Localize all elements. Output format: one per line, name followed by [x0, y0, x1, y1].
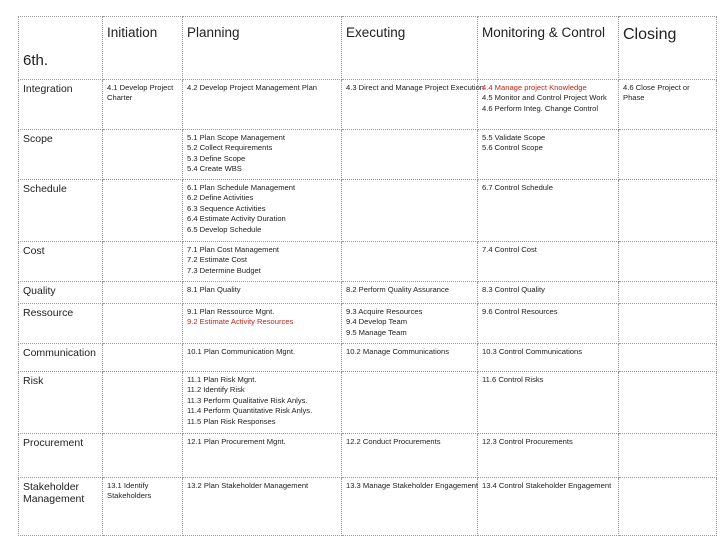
process-cell-monitoring-control — [478, 304, 619, 344]
process-item: 12.3 Control Procurements — [482, 437, 573, 446]
process-item: 10.3 Control Communications — [482, 347, 583, 356]
process-cell-planning — [183, 242, 342, 282]
process-cell-planning — [183, 304, 342, 344]
process-item: 5.5 Validate Scope — [482, 133, 546, 142]
process-cell-initiation — [103, 282, 183, 304]
table-row — [19, 372, 717, 434]
process-cell-executing — [342, 344, 478, 372]
process-cell-initiation — [103, 372, 183, 434]
process-item: 9.6 Control Resources — [482, 307, 558, 316]
process-item: 7.1 Plan Cost Management — [187, 245, 280, 254]
process-matrix-table — [18, 16, 717, 536]
process-cell-executing — [342, 434, 478, 478]
process-item: 7.3 Determine Budget — [187, 265, 261, 275]
process-cell-initiation — [103, 434, 183, 478]
table-row — [19, 180, 717, 242]
process-cell-monitoring-control — [478, 242, 619, 282]
process-item: 13.2 Plan Stakeholder Management — [187, 481, 309, 490]
phase-header-closing: Closing — [619, 17, 717, 80]
table-row — [19, 304, 717, 344]
process-cell-monitoring-control — [478, 434, 619, 478]
process-item: 9.3 Acquire Resources — [346, 307, 423, 316]
process-cell-monitoring-control — [478, 372, 619, 434]
table-row — [19, 242, 717, 282]
process-item: 11.3 Perform Qualitative Risk Anlys. — [187, 395, 308, 405]
process-cell-closing — [619, 130, 717, 180]
process-cell-planning — [183, 372, 342, 434]
process-cell-executing — [342, 372, 478, 434]
process-item: 9.1 Plan Ressource Mgnt. — [187, 307, 275, 316]
process-item: 9.5 Manage Team — [346, 327, 407, 337]
process-item: 5.6 Control Scope — [482, 143, 543, 153]
process-cell-closing — [619, 282, 717, 304]
process-item: 5.1 Plan Scope Management — [187, 133, 285, 142]
table-row — [19, 282, 717, 304]
knowledge-area-label: Risk — [19, 372, 103, 434]
process-cell-executing — [342, 242, 478, 282]
process-cell-initiation — [103, 80, 183, 130]
knowledge-area-label: Stakeholder Management — [19, 478, 103, 536]
process-item: 6.1 Plan Schedule Management — [187, 183, 296, 192]
process-cell-planning — [183, 434, 342, 478]
process-item: 5.2 Collect Requirements — [187, 143, 273, 153]
process-item: 8.2 Perform Quality Assurance — [346, 285, 449, 294]
phase-header-executing: Executing — [342, 17, 478, 80]
process-cell-planning — [183, 130, 342, 180]
process-item: 10.1 Plan Communication Mgnt. — [187, 347, 296, 356]
table-row — [19, 130, 717, 180]
process-item: 10.2 Manage Communications — [346, 347, 449, 356]
process-cell-initiation — [103, 478, 183, 536]
table-row — [19, 344, 717, 372]
table-row — [19, 80, 717, 130]
process-cell-planning — [183, 282, 342, 304]
process-item: 6.4 Estimate Activity Duration — [187, 214, 286, 224]
process-item: 7.4 Control Cost — [482, 245, 537, 254]
knowledge-area-label: Scope — [19, 130, 103, 180]
process-cell-planning — [183, 344, 342, 372]
process-cell-executing — [342, 180, 478, 242]
process-cell-monitoring-control — [478, 130, 619, 180]
process-cell-initiation — [103, 344, 183, 372]
process-cell-closing — [619, 372, 717, 434]
process-cell-closing — [619, 478, 717, 536]
knowledge-area-label: Communication — [19, 344, 103, 372]
process-cell-closing — [619, 434, 717, 478]
table-row — [19, 478, 717, 536]
process-item: 4.5 Monitor and Control Project Work — [482, 93, 607, 103]
process-item: 4.1 Develop Project Charter — [107, 83, 174, 103]
process-cell-closing — [619, 80, 717, 130]
knowledge-area-label: Ressource — [19, 304, 103, 344]
process-item: 6.3 Sequence Activities — [187, 203, 266, 213]
process-item: 5.4 Create WBS — [187, 164, 242, 174]
process-item: 9.2 Estimate Activity Resources — [187, 317, 294, 327]
process-cell-monitoring-control — [478, 344, 619, 372]
phase-header-planning: Planning — [183, 17, 342, 80]
process-item: 11.1 Plan Risk Mgnt. — [187, 375, 257, 384]
process-item: 4.3 Direct and Manage Project Execution — [346, 83, 485, 92]
process-cell-monitoring-control — [478, 180, 619, 242]
table-row — [19, 434, 717, 478]
process-item: 8.1 Plan Quality — [187, 285, 241, 294]
phase-header-monitoring-control: Monitoring & Control — [478, 17, 619, 80]
process-cell-closing — [619, 304, 717, 344]
process-cell-closing — [619, 344, 717, 372]
process-item: 11.5 Plan Risk Responses — [187, 416, 276, 426]
process-cell-initiation — [103, 180, 183, 242]
process-item: 6.2 Define Activities — [187, 193, 254, 203]
process-cell-executing — [342, 304, 478, 344]
process-cell-closing — [619, 180, 717, 242]
process-item: 4.6 Perform Integ. Change Control — [482, 103, 599, 113]
process-cell-monitoring-control — [478, 80, 619, 130]
process-cell-monitoring-control — [478, 478, 619, 536]
process-cell-planning — [183, 80, 342, 130]
process-item: 6.7 Control Schedule — [482, 183, 553, 192]
process-item: 11.6 Control Risks — [482, 375, 544, 384]
process-cell-initiation — [103, 130, 183, 180]
process-item: 13.4 Control Stakeholder Engagement — [482, 481, 612, 490]
process-item: 9.4 Develop Team — [346, 317, 408, 327]
edition-label: 6th. — [19, 17, 103, 80]
process-item: 8.3 Control Quality — [482, 285, 545, 294]
process-cell-executing — [342, 282, 478, 304]
process-item: 6.5 Develop Schedule — [187, 224, 262, 234]
process-item: 11.2 Identify Risk — [187, 385, 245, 395]
process-cell-executing — [342, 130, 478, 180]
knowledge-area-label: Quality — [19, 282, 103, 304]
process-cell-planning — [183, 478, 342, 536]
process-cell-executing — [342, 478, 478, 536]
process-item: 12.1 Plan Procurement Mgnt. — [187, 437, 286, 446]
knowledge-area-label: Procurement — [19, 434, 103, 478]
process-cell-planning — [183, 180, 342, 242]
phase-header-row — [19, 17, 717, 80]
process-item: 7.2 Estimate Cost — [187, 255, 247, 265]
process-cell-closing — [619, 242, 717, 282]
knowledge-area-rows — [19, 80, 717, 536]
process-item: 5.3 Define Scope — [187, 153, 246, 163]
process-item: 4.2 Develop Project Management Plan — [187, 83, 318, 92]
knowledge-area-label: Cost — [19, 242, 103, 282]
process-cell-monitoring-control — [478, 282, 619, 304]
process-cell-executing — [342, 80, 485, 130]
process-item: 13.1 Identify Stakeholders — [107, 481, 152, 501]
phase-header-initiation: Initiation — [103, 17, 183, 80]
process-cell-initiation — [103, 242, 183, 282]
process-item: 13.3 Manage Stakeholder Engagement — [346, 481, 479, 490]
process-item: 12.2 Conduct Procurements — [346, 437, 441, 446]
process-item: 4.4 Manage project Knowledge — [482, 83, 587, 92]
knowledge-area-label: Schedule — [19, 180, 103, 242]
process-item: 4.6 Close Project or Phase — [623, 83, 690, 103]
process-cell-initiation — [103, 304, 183, 344]
process-item: 11.4 Perform Quantitative Risk Anlys. — [187, 406, 313, 416]
knowledge-area-label: Integration — [19, 80, 103, 130]
